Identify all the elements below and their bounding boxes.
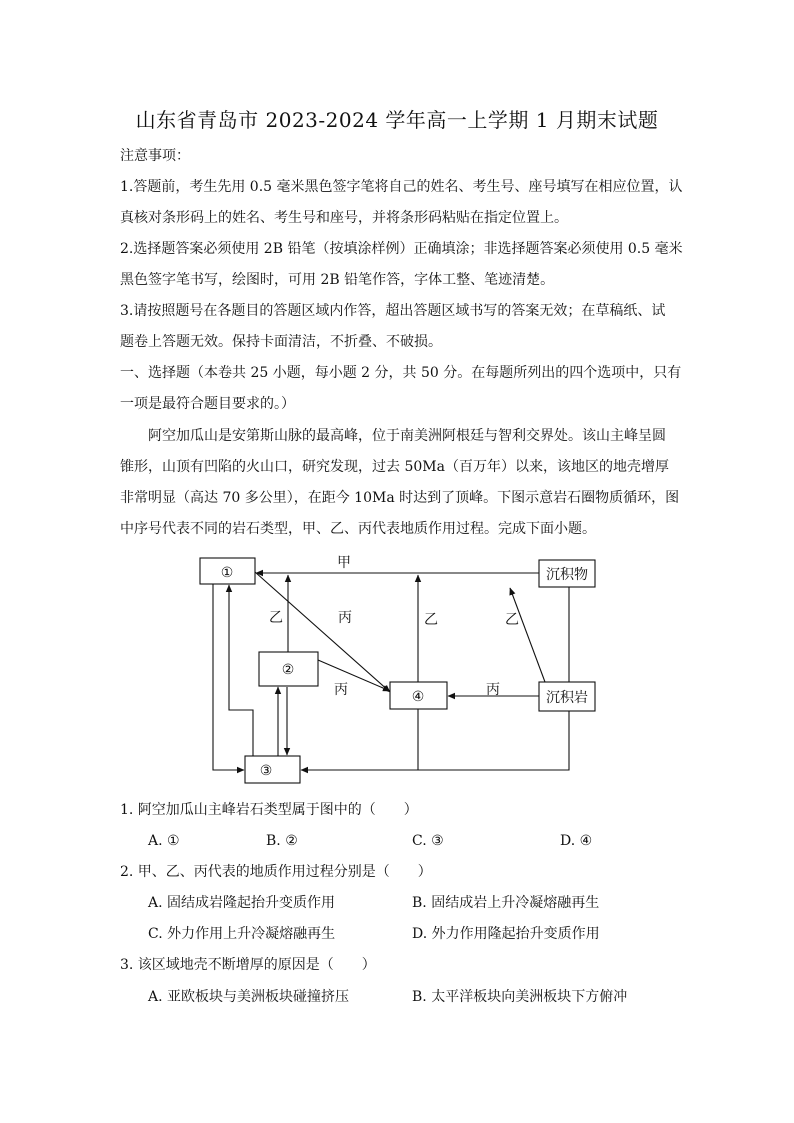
notice-line: 黑色签字笔书写，绘图时，可用 2B 铅笔作答，字体工整、笔迹清楚。: [120, 272, 555, 288]
passage-line: 非常明显（高达 70 多公里），在距今 10Ma 时达到了顶峰。下图示意岩石圈物质循环，图: [120, 490, 680, 506]
option-d: D. ④: [560, 833, 593, 849]
option-a: A. 亚欧板块与美洲板块碰撞挤压: [148, 989, 350, 1005]
box-3-label: ③: [259, 763, 273, 779]
question-stem: 1. 阿空加瓜山主峰岩石类型属于图中的（ ）: [120, 802, 418, 818]
box-sedimentary-rock-label: 沉积岩: [546, 690, 588, 706]
option-d: D. 外力作用隆起抬升变质作用: [412, 926, 600, 942]
question-stem: 2. 甲、乙、丙代表的地质作用过程分别是（ ）: [120, 864, 432, 880]
passage-line: 中序号代表不同的岩石类型，甲、乙、丙代表地质作用过程。完成下面小题。: [120, 521, 596, 537]
question-stem: 3. 该区域地壳不断增厚的原因是（ ）: [120, 957, 376, 973]
page-title: 山东省青岛市 2023-2024 学年高一上学期 1 月期末试题: [135, 108, 659, 132]
option-a: A. 固结成岩隆起抬升变质作用: [148, 895, 336, 911]
notice-line: 1.答题前，考生先用 0.5 毫米黑色签字笔将自己的姓名、考生号、座号填写在相应位置，认: [120, 179, 683, 195]
option-b: B. 太平洋板块向美洲板块下方俯冲: [412, 989, 628, 1005]
process-label-yi: 乙: [424, 612, 438, 628]
option-b: B. 固结成岩上升冷凝熔融再生: [412, 895, 600, 911]
notice-heading: 注意事项：: [120, 148, 190, 164]
process-label-yi: 乙: [505, 612, 519, 628]
process-label-bing: 丙: [486, 682, 500, 698]
notice-line: 3.请按照题号在各题目的答题区域内作答，超出答题区域书写的答案无效；在草稿纸、试: [120, 303, 666, 319]
option-c: C. ③: [412, 833, 444, 849]
option-c: C. 外力作用上升冷凝熔融再生: [148, 926, 336, 942]
box-4-label: ④: [411, 689, 425, 705]
notice-line: 2.选择题答案必须使用 2B 铅笔（按填涂样例）正确填涂；非选择题答案必须使用 0.5 毫米: [120, 241, 683, 257]
process-label-jia: 甲: [337, 555, 351, 571]
section-heading-line: 一项是最符合题目要求的。）: [120, 396, 295, 412]
option-a: A. ①: [148, 833, 180, 849]
section-heading-line: 一、选择题（本卷共 25 小题，每小题 2 分，共 50 分。在每题所列出的四个选项中，只有: [120, 365, 682, 381]
process-label-bing: 丙: [334, 682, 348, 698]
passage-line: 锥形，山顶有凹陷的火山口，研究发现，过去 50Ma（百万年）以来，该地区的地壳增厚: [120, 459, 669, 475]
box-2-label: ②: [281, 662, 295, 678]
box-1-label: ①: [220, 565, 234, 581]
passage-line: 阿空加瓜山是安第斯山脉的最高峰，位于南美洲阿根廷与智利交界处。该山主峰呈圆: [148, 428, 666, 444]
notice-line: 真核对条形码上的姓名、考生号和座号，并将条形码粘贴在指定位置上。: [120, 210, 568, 226]
box-sediment-label: 沉积物: [546, 567, 588, 583]
process-label-yi: 乙: [269, 610, 283, 626]
notice-line: 题卷上答题无效。保持卡面清洁，不折叠、不破损。: [120, 334, 442, 350]
box-3: [245, 756, 300, 783]
process-label-bing: 丙: [338, 610, 352, 626]
option-b: B. ②: [266, 833, 298, 849]
